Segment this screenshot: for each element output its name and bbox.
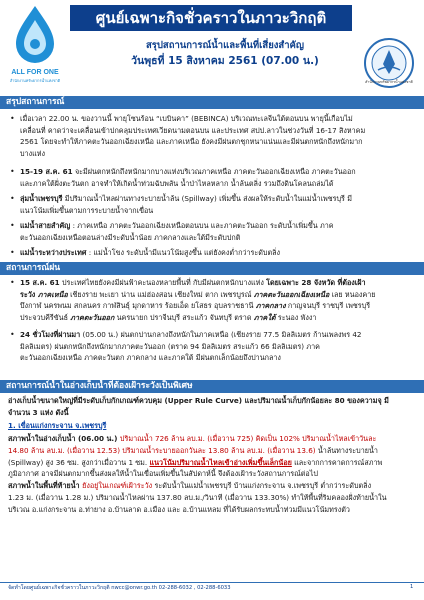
- seal-caption: สำนักงานทรัพยากรน้ำแห่งชาติ: [365, 80, 413, 84]
- bullet-icon: •: [10, 278, 15, 287]
- section-summary-header: [0, 96, 424, 109]
- page-title: ศูนย์เฉพาะกิจชั่วคราวในภาวะวิกฤติ: [95, 9, 327, 27]
- logo-left-text: ALL FOR ONE: [11, 69, 59, 76]
- page-number: 1: [410, 584, 414, 590]
- report-header: [0, 0, 424, 92]
- report-subtitle: สรุปสถานการณ์น้ำและพื้นที่เสี่ยงสำคัญ: [145, 40, 305, 51]
- bullet-icon: •: [10, 330, 15, 339]
- summary-item-storm: • เมื่อเวลา 22.00 น. ของวานนี้ พายุโซนร้อน “เบบินคา” (BEBINCA) บริเวณทะเลจีนใต้ตอนบน พายุนี้เกือบไม่ เคลื่อนที่ คาดว่าจะเคลื่อนเข้าปกคลุมประเทศเวียดนามตอนบน และประเทศ สปป.ลาวในช่วงวันที่ 16-17 สิงหาคม 2561 โดยจะทำให้ภาคตะวันออกเฉียงเหนือ และภาคเหนือ ยังคงมีฝนตกชุกหนาแน่นและมีฝนตกหนักถึงหนักมาก บางแห่ง: [10, 114, 366, 158]
- rain-item-watch-provinces: • 15 ส.ค. 61 ประเทศไทยยังคงมีฝนฟ้าคะนองหลายพื้นที่ กับมีฝนตกหนักบางแห่ง โดยเฉพาะ 28 จังหวัด ที่ต้องเฝ้า ระวัง ภาคเหนือ เชียงราย พะเยา น่าน แม่ฮ่องสอน เชียงใหม่ ตาก เพชรบูรณ์ ภาคตะวันออกเฉียงเหนือ เลย หนองคาย บึงกาฬ นครพนม สกลนคร กาฬสินธุ์ มุกดาหาร ร้อยเอ็ด ยโสธร อุบลราชธานี ภาคกลาง กาญจนบุรี ราชบุรี เพชรบุรี ประจวบคีรีขันธ์ ภาคตะวันออก นครนายก ปราจีนบุรี สระแก้ว จันทบุรี ตราด ภาคใต้ ระนอง พังงา: [10, 278, 376, 322]
- summary-item-phetchaburi: • ลุ่มน้ำเพชรบุรี มีปริมาณน้ำไหลผ่านทางระบายน้ำล้น (Spillway) เพิ่มขึ้น ส่งผลให้ระดับน้ำในแม่น้ำเพชรบุรี มี แนวโน้มเพิ่มขึ้นตามการระบายน้ำจากเขื่อน: [10, 194, 352, 215]
- rain-item-24h: • 24 ชั่วโมงที่ผ่านมา (05.00 น.) ฝนตกปานกลางถึงหนักในภาคเหนือ (เชียงราย 77.5 มิลลิเมตร ก้านเพลงพร 42 มิลลิเมตร) ฝนตกหนักถึงหนักมากภาคตะวันออก (ตราด 94 มิลลิเมตร สระแก้ว 66 มิลลิเมตร) ภาค ตะวันออกเฉียงเหนือ ภาคตะวันตก ภาคกลาง และภาคใต้ มีฝนตกเล็กน้อยถึงปานกลาง: [10, 330, 362, 363]
- dam-status-block: สภาพน้ำในอ่างเก็บน้ำ (06.00 น.) ปริมาณน้ำ 726 ล้าน ลบ.ม. (เมื่อวาน 725) คิดเป็น 102% ปริมาณน้ำไหลเข้าวันละ 14.80 ล้าน ลบ.ม. (เมื่อวาน 12.53) ปริมาณน้ำระบายออกวันละ 13.80 ล้าน ลบ.ม. (เมื่อวาน 13.6) น้ำล้นทางระบายน้ำ (Spillway) สูง 36 ซม. สูงกว่าเมื่อวาน 1 ซม. แนวโน้มปริมาณน้ำไหลเข้าอ่างเพิ่มขึ้นเล็กน้อย และจากการคาดการณ์สภาพ ภูมิอากาศ อาจมีฝนตกมากขึ้นส่งผลให้น้ำในเขื่อนเพิ่มขึ้นในสัปดาห์นี้ จึงต้องเฝ้าระวังสถานการณ์ต่อไป สภาพน้ำในพื้นที่ท้ายน้ำ ยังอยู่ในเกณฑ์เฝ้าระวัง ระดับน้ำในแม่น้ำเพชรบุรี บ้านแก่งกระจาน จ.เพชรบุรี ต่ำกว่าระดับตลิ่ง 1.23 ม. (เมื่อวาน 1.28 ม.) ปริมาณน้ำไหลผ่าน 137.80 ลบ.ม./วินาที (เมื่อวาน 133.30%) ทำให้พื้นที่ริมคลองฝั่งท้ายน้ำใน บริเวณ อ.แก่งกระจาน อ.ท่ายาง อ.บ้านลาด อ.เมือง และ อ.บ้านแหลม ที่ได้รับผลกระทบน้ำท่วมมีแนวโน้มทรงตัว: [8, 434, 387, 514]
- footer-contact: จัดทำโดยศูนย์เฉพาะกิจชั่วคราวในภาวะวิกฤติ nwcc@onwr.go.th 02-288-6032 , 02-288-6033: [8, 585, 231, 591]
- report-date: วันพุธที่ 15 สิงหาคม 2561 (07.00 น.): [131, 55, 319, 67]
- summary-item-main-rivers: • แม่น้ำสายสำคัญ : ภาคเหนือ ภาคตะวันออกเฉียงเหนือตอนบน และภาคตะวันออก ระดับน้ำเพิ่มขึ้น ภาค ตะวันออกเฉียงเหนือตอนล่างมีระดับน้ำน้อย ภาคกลางและใต้มีระดับปกติ: [10, 221, 334, 242]
- section-reservoir-header: [0, 380, 424, 393]
- bullet-icon: •: [10, 114, 15, 123]
- summary-item-heavy-rain: • 15-19 ส.ค. 61 จะมีฝนตกหนักถึงหนักมากบางแห่งบริเวณภาคเหนือ ภาคตะวันออกเฉียงเหนือ ภาคตะวันออก และภาคใต้ฝั่งตะวันตก อาจทำให้เกิดน้ำท่วมฉับพลัน น้ำป่าไหลหลาก น้ำล้นตลิ่ง รวมถึงดินโคลนถล่มได้: [10, 167, 356, 188]
- dam-title: 1. เขื่อนแก่งกระจาน จ.เพชรบุรี: [8, 421, 107, 430]
- bullet-icon: •: [10, 248, 15, 257]
- reservoir-intro: อ่างเก็บน้ำขนาดใหญ่ที่มีระดับเก็บกักเกณฑ์ควบคุม (Upper Rule Curve) และปริมาณน้ำเก็บกักน้อยละ 80 ของความจุ มี จำนวน 3 แห่ง ดังนี้: [8, 396, 389, 417]
- section-summary-title: สรุปสถานการณ์: [6, 97, 65, 107]
- logo-left-sub: สำนักงานทรัพยากรน้ำแห่งชาติ: [9, 78, 61, 83]
- section-rain-title: สถานการณ์ฝน: [6, 263, 61, 273]
- bullet-icon: •: [10, 194, 15, 203]
- summary-item-international-rivers: • แม่น้ำระหว่างประเทศ : แม่น้ำโขง ระดับน้ำมีแนวโน้มสูงขึ้น แต่ยังคงต่ำกว่าระดับตลิ่ง: [10, 248, 281, 257]
- bullet-icon: •: [10, 221, 15, 230]
- section-reservoir-title: สถานการณ์น้ำในอ่างเก็บน้ำที่ต้องเฝ้าระวังเป็นพิเศษ: [6, 381, 193, 391]
- footer-divider: [0, 582, 424, 583]
- bullet-icon: •: [10, 167, 15, 176]
- section-rain-header: [0, 262, 424, 275]
- all-for-one-logo: [4, 2, 66, 88]
